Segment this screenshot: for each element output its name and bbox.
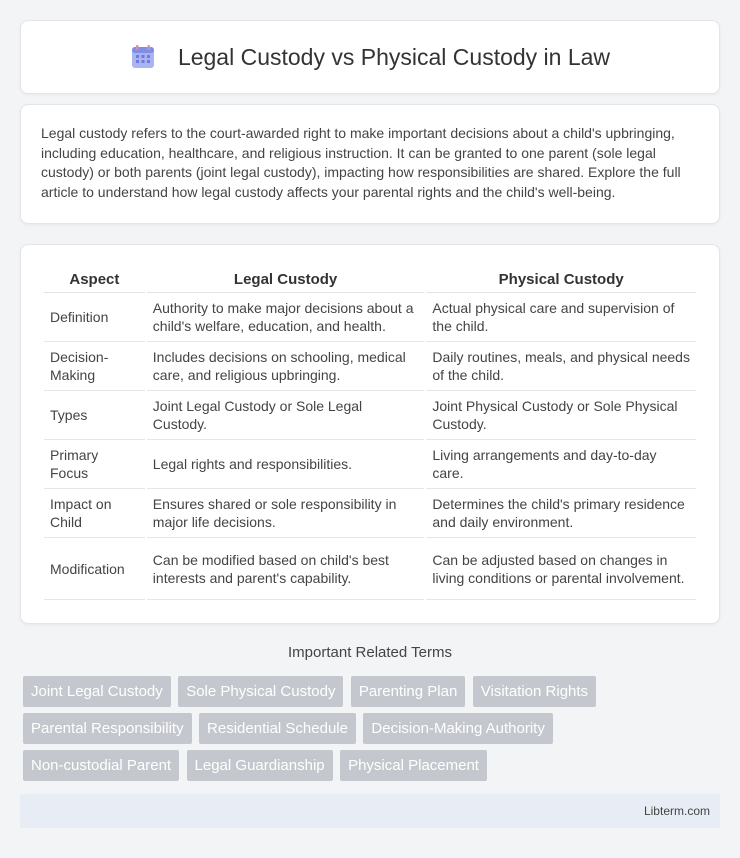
- row-legal: Can be modified based on child's best interests and parent's capability.: [147, 538, 425, 600]
- table-row: [44, 440, 696, 489]
- table-row: [44, 293, 696, 342]
- header-legal-custody: Legal Custody: [147, 263, 425, 293]
- row-physical: Actual physical care and supervision of the child.: [426, 293, 696, 342]
- header-aspect: Aspect: [44, 263, 145, 293]
- row-legal: Ensures shared or sole responsibility in major life decisions.: [147, 489, 425, 538]
- page-title: Legal Custody vs Physical Custody in Law: [177, 43, 611, 70]
- row-legal: Legal rights and responsibilities.: [147, 440, 425, 489]
- row-aspect: Primary Focus: [44, 440, 145, 489]
- related-term-tag[interactable]: Visitation Rights: [473, 676, 596, 707]
- related-term-tag[interactable]: Parental Responsibility: [23, 713, 192, 744]
- row-aspect: Definition: [44, 293, 145, 342]
- intro-card: [20, 104, 720, 224]
- table-row: [44, 391, 696, 440]
- related-terms-title: Important Related Terms: [288, 644, 452, 661]
- row-aspect: Decision-Making: [44, 342, 145, 391]
- comparison-table-card: [20, 244, 720, 624]
- table-row: [44, 489, 696, 538]
- row-physical: Living arrangements and day-to-day care.: [426, 440, 696, 489]
- footer-site-link[interactable]: Libterm.com: [643, 804, 710, 818]
- row-physical: Can be adjusted based on changes in living conditions or parental involvement.: [426, 538, 696, 600]
- footer: [20, 794, 720, 828]
- row-aspect: Types: [44, 391, 145, 440]
- related-term-tag[interactable]: Residential Schedule: [199, 713, 356, 744]
- row-legal: Authority to make major decisions about a child's welfare, education, and health.: [147, 293, 425, 342]
- calendar-icon: [130, 44, 156, 70]
- related-term-tag[interactable]: Decision-Making Authority: [363, 713, 552, 744]
- related-term-tag[interactable]: Legal Guardianship: [187, 750, 333, 781]
- row-aspect: Modification: [44, 538, 145, 600]
- header-card: [20, 20, 720, 94]
- table-row: [44, 342, 696, 391]
- row-legal: Includes decisions on schooling, medical care, and religious upbringing.: [147, 342, 425, 391]
- row-physical: Determines the child's primary residence and daily environment.: [426, 489, 696, 538]
- table-row: [44, 538, 696, 600]
- related-term-tag[interactable]: Sole Physical Custody: [178, 676, 343, 707]
- intro-text: Legal custody refers to the court-awarded right to make important decisions about a child's upbringing, including education, healthcare, and religious instruction. It can be granted to one parent (sole legal custody) or both parents (joint legal custody), impacting how responsibilities are shared. Explore the full article to understand how legal custody affects your parental rights and the child's well-being.: [41, 125, 681, 200]
- related-terms-list: [23, 676, 723, 787]
- row-physical: Daily routines, meals, and physical needs of the child.: [426, 342, 696, 391]
- table-header-row: [44, 263, 696, 293]
- related-term-tag[interactable]: Physical Placement: [340, 750, 487, 781]
- related-term-tag[interactable]: Parenting Plan: [351, 676, 465, 707]
- row-aspect: Impact on Child: [44, 489, 145, 538]
- related-term-tag[interactable]: Non-custodial Parent: [23, 750, 179, 781]
- row-legal: Joint Legal Custody or Sole Legal Custody.: [147, 391, 425, 440]
- related-term-tag[interactable]: Joint Legal Custody: [23, 676, 171, 707]
- row-physical: Joint Physical Custody or Sole Physical Custody.: [426, 391, 696, 440]
- comparison-table: [42, 263, 698, 600]
- header-physical-custody: Physical Custody: [426, 263, 696, 293]
